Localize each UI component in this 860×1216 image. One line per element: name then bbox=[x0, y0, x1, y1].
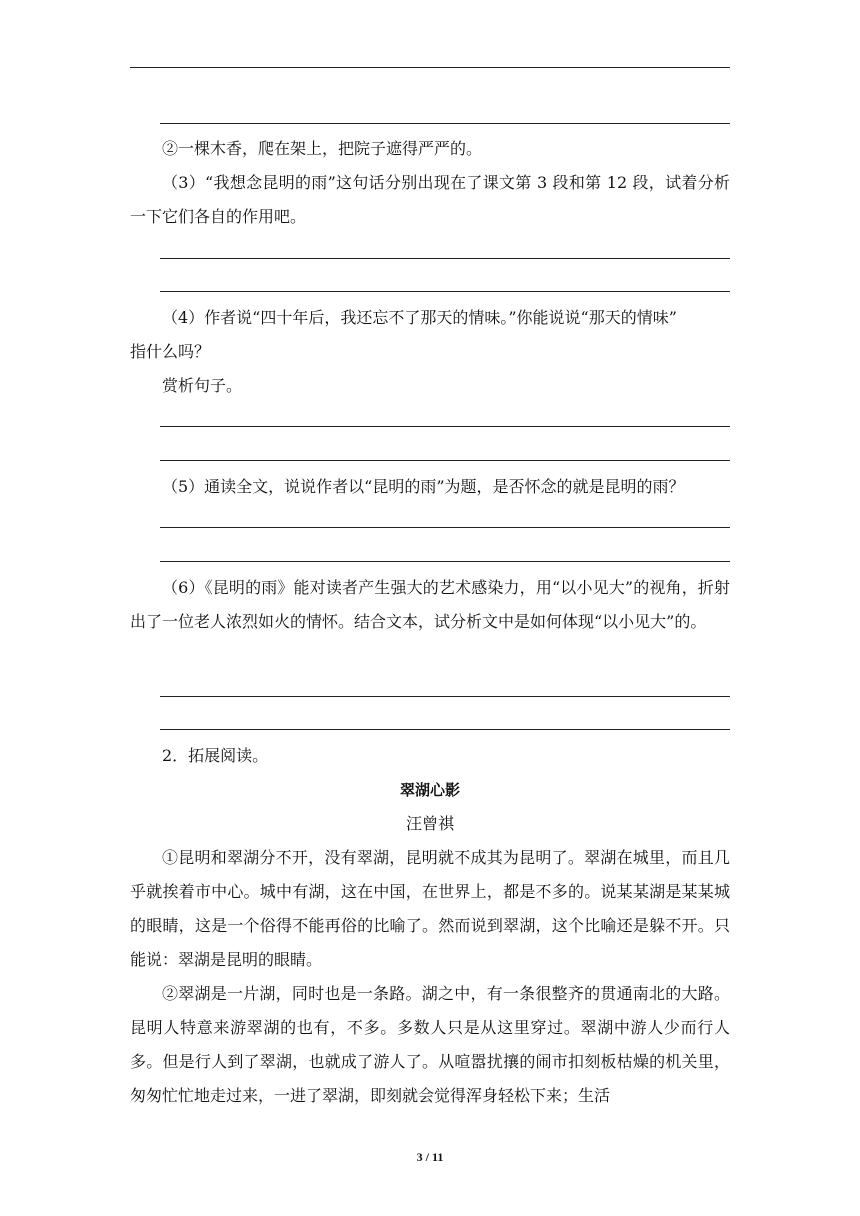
passage-title: 翠湖心影 bbox=[399, 781, 460, 799]
answer-line bbox=[160, 696, 730, 697]
answer-line bbox=[160, 729, 730, 730]
passage-paragraph-1: ①昆明和翠湖分不开，没有翠湖，昆明就不成其为昆明了。翠湖在城里，而且几乎就挨着市中心。城中有湖，这在中国，在世界上，都是不多的。说某某湖是某某城的眼睛，这是一个俗得不能再俗的比喻了。然而说到翠湖，这个比喻还是躲不开。只能说：翠湖是昆明的眼睛。 bbox=[130, 848, 730, 969]
question-4-note: 赏析句子。 bbox=[162, 376, 243, 395]
answer-line bbox=[160, 291, 730, 292]
answer-line bbox=[160, 527, 730, 528]
passage-paragraph-2: ②翠湖是一片湖，同时也是一条路。湖之中，有一条很整齐的贯通南北的大路。昆明人特意来游翠湖的也有，不多。多数人只是从这里穿过。翠湖中游人少而行人多。但是行人到了翠湖，也就成了游人了。从喧嚣扰攘的闹市扣刻板枯燥的机关里，匆匆忙忙地走过来，一进了翠湖，即刻就会觉得浑身轻松下来；生活 bbox=[130, 984, 730, 1105]
passage-author: 汪曾祺 bbox=[405, 814, 454, 833]
answer-line bbox=[160, 460, 730, 461]
answer-line bbox=[160, 258, 730, 259]
top-rule bbox=[130, 67, 730, 68]
answer-line bbox=[160, 123, 730, 124]
answer-line bbox=[160, 561, 730, 562]
answer-line bbox=[160, 426, 730, 427]
question-6: （6）《昆明的雨》能对读者产生强大的艺术感染力，用“以小见大”的视角，折射出了一位老人浓烈如火的情怀。结合文本，试分析文中是如何体现“以小见大”的。 bbox=[130, 578, 730, 631]
question-sentence-2: ②一棵木香，爬在架上，把院子遮得严严的。 bbox=[162, 139, 483, 158]
page-number: 3 / 11 bbox=[416, 1150, 444, 1164]
section-heading: 2．拓展阅读。 bbox=[162, 746, 269, 765]
question-4-line-1: （4）作者说“四十年后，我还忘不了那天的情味。”你能说说“那天的情味” bbox=[162, 308, 677, 327]
question-4-line-2: 指什么吗？ bbox=[130, 342, 211, 361]
question-5: （5）通读全文，说说作者以“昆明的雨”为题，是否怀念的就是昆明的雨？ bbox=[162, 477, 685, 496]
question-3: （3）“我想念昆明的雨”这句话分别出现在了课文第 3 段和第 12 段，试着分析一下它们各自的作用吧。 bbox=[130, 173, 730, 226]
